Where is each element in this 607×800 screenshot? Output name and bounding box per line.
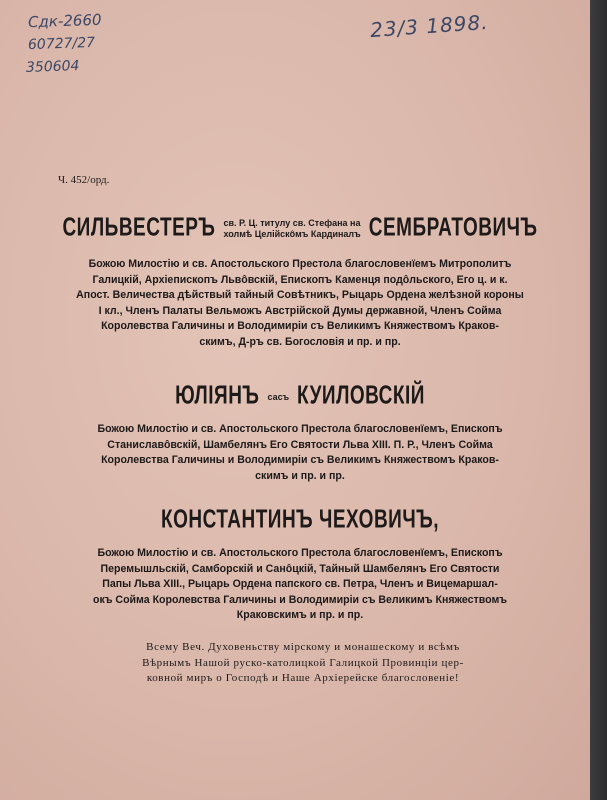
text-line: Апост. Величества дѣйствый тайный Совѣтникъ, Рыцарь Ордена желѣзной короны: [76, 289, 524, 301]
konstantin-section: [40, 506, 560, 624]
text-line: Перемышльскій, Самборскій и Санôцкій, Тайный Шамбелянъ Его Святости: [100, 562, 500, 575]
konstantin-name: КОНСТАНТИНЪ ЧЕХОВИЧЪ,: [161, 506, 439, 535]
text-line: окъ Сойма Королевства Галичины и Володимиріи съ Великимъ Княжествомъ: [92, 593, 507, 606]
text-line: Станиславôвскій, Шамбелянъ Его Святости Льва XIII. П. Р., Членъ Сойма: [107, 438, 493, 451]
sylvester-section: [40, 214, 560, 350]
julian-title: [40, 382, 560, 411]
konstantin-title: [40, 506, 560, 535]
text-line: Королевства Галичины и Володимиріи съ Великимъ Княжествомъ Краков-: [101, 454, 499, 466]
reference-number: Ч. 452/орд.: [58, 174, 110, 186]
text-line: Папы Льва XIII., Рыцарь Ордена папского св. Петра, Членъ и Вицемаршал-: [102, 578, 498, 590]
text-line: I кл., Членъ Палаты Вельможъ Австрійской Думы державной, Членъ Сойма: [98, 304, 502, 317]
text-line: скимъ, Д-ръ св. Богословія и пр. и пр.: [199, 335, 401, 348]
julian-paragraph: [40, 422, 560, 484]
text-line: Вѣрнымъ Нашой руско-католицкой Галицкой Провинціи цер-: [142, 656, 464, 669]
text-line: Королевства Галичины и Володимиріи съ Великимъ Княжествомъ Краков-: [101, 320, 499, 332]
sylvester-name-right: СЕМБРАТОВИЧЪ: [368, 214, 538, 243]
julian-section: [40, 382, 560, 484]
closing-greeting: [68, 640, 538, 687]
sylvester-title: [40, 214, 560, 243]
text-line: Божою Милостію и св. Апостольского Престола благословенïемъ, Епископъ: [97, 547, 503, 559]
text-line: скимъ и пр. и пр.: [255, 469, 345, 482]
julian-title-middle: сасъ: [267, 392, 290, 402]
sylvester-title-middle: [223, 218, 360, 240]
konstantin-paragraph: [40, 546, 560, 624]
handwritten-date: 23/3 1898.: [369, 9, 490, 43]
text-line: Божою Милостію и св. Апостольского Престола благословенïемъ Митрополитъ: [88, 258, 512, 270]
text-line: Всему Веч. Духовеньству мірскому и монашескому и всѣмъ: [146, 641, 460, 653]
sylvester-paragraph: [40, 257, 560, 350]
handwritten-note-1: Сдк-2660: [27, 10, 102, 32]
handwritten-note-2: 60727/27: [27, 34, 96, 54]
julian-name-left: ЮЛІЯНЪ: [175, 382, 260, 411]
sylvester-name-left: СИЛЬВЕСТЕРЪ: [62, 214, 216, 243]
sylvester-title-middle-1: св. Р. Ц. титулу св. Стефана на: [223, 218, 361, 228]
sylvester-title-middle-2: холмѣ Целійскôмъ Кардиналъ: [223, 229, 361, 239]
text-line: Галицкій, Архіепископъ Львôвскій, Епископъ Каменця подôльского, Его ц. и к.: [92, 273, 508, 286]
handwritten-note-3: 350604: [25, 58, 80, 76]
scanner-edge: [590, 0, 607, 800]
julian-name-right: КУИЛОВСКІЙ: [297, 382, 425, 411]
text-line: Божою Милостію и св. Апостольского Престола благословенïемъ, Епископъ: [97, 423, 503, 435]
text-line: ковной миръ о Господѣ и Наше Архіерейске благословеніе!: [146, 672, 460, 684]
text-line: Краковскимъ и пр. и пр.: [236, 609, 364, 621]
